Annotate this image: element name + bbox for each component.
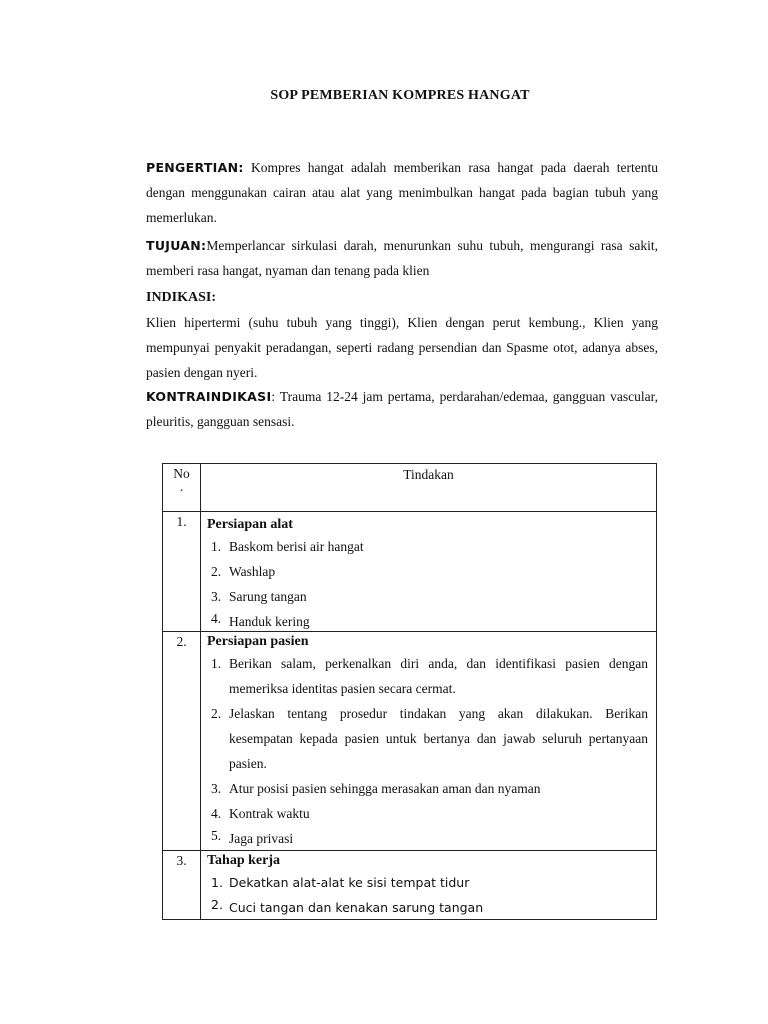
indikasi-text: Klien hipertermi (suhu tubuh yang tinggi), Klien dengan perut kembung., Klien yang mempunyai penyakit peradangan, seperti radang persendian dan Spasme otot, adanya abses, pasien dengan nyeri. [146,315,658,380]
row-title: Persiapan alat [207,517,293,532]
indikasi-section [146,284,658,385]
table-row [163,632,657,851]
pengertian-text: Kompres hangat adalah memberikan rasa hangat pada daerah tertentu dengan menggunakan cairan atau alat yang menimbulkan hangat pada bagian tubuh yang memerlukan. [146,160,658,225]
header-no-cell [163,464,201,512]
header-no-dot: . [179,479,184,494]
list-item: 1. Berikan salam, perkenalkan diri anda, dan identifikasi pasien dengan memeriksa identitas pasien secara cermat. [211,656,648,696]
list-item: 4. Handuk kering [211,611,310,629]
document-title: SOP PEMBERIAN KOMPRES HANGAT [270,88,530,103]
list-item: 4. Kontrak waktu [211,806,310,821]
tujuan-text: Memperlancar sirkulasi darah, menurunkan suhu tubuh, mengurangi rasa sakit, memberi rasa hangat, nyaman dan tenang pada klien [146,238,658,278]
tujuan-label: TUJUAN: [146,238,207,253]
header-no: No [173,466,190,481]
list-item: 1. Baskom berisi air hangat [211,539,364,554]
indikasi-label: INDIKASI: [146,290,217,305]
list-item: 3. Atur posisi pasien sehingga merasakan aman dan nyaman [211,781,541,796]
list-item: 3. Sarung tangan [211,589,307,604]
item-list [201,534,656,631]
list-item: 1. Dekatkan alat-alat ke sisi tempat tidur [211,875,470,890]
item-list [201,651,656,848]
list-item: 5. Jaga privasi [211,828,294,846]
pengertian-section [146,155,658,230]
row-number: 2. [176,634,187,649]
kontraindikasi-text: : Trauma 12-24 jam pertama, perdarahan/edemaa, gangguan vascular, pleuritis, gangguan sensasi. [146,389,658,429]
row-title: Persiapan pasien [207,634,309,649]
kontraindikasi-label: KONTRAINDIKASI [146,389,272,404]
row-number: 3. [176,853,187,868]
row-title: Tahap kerja [207,853,281,868]
row-number: 1. [176,514,187,529]
list-item: 2. Jelaskan tentang prosedur tindakan yang akan dilakukan. Berikan kesempatan kepada pasien untuk bertanya dan jawab seluruh pertanyaan pasien. [211,706,648,771]
list-item: 2. Cuci tangan dan kenakan sarung tangan [211,897,484,915]
header-tindakan: Tindakan [201,464,657,512]
table-header-row [163,464,657,512]
table-row [163,512,657,632]
list-item: 2. Washlap [211,564,276,579]
pengertian-label: PENGERTIAN: [146,160,244,175]
tujuan-section [146,233,658,283]
table-row [163,851,657,920]
procedure-table [162,463,657,920]
item-list [201,870,656,917]
kontraindikasi-section [146,384,658,434]
